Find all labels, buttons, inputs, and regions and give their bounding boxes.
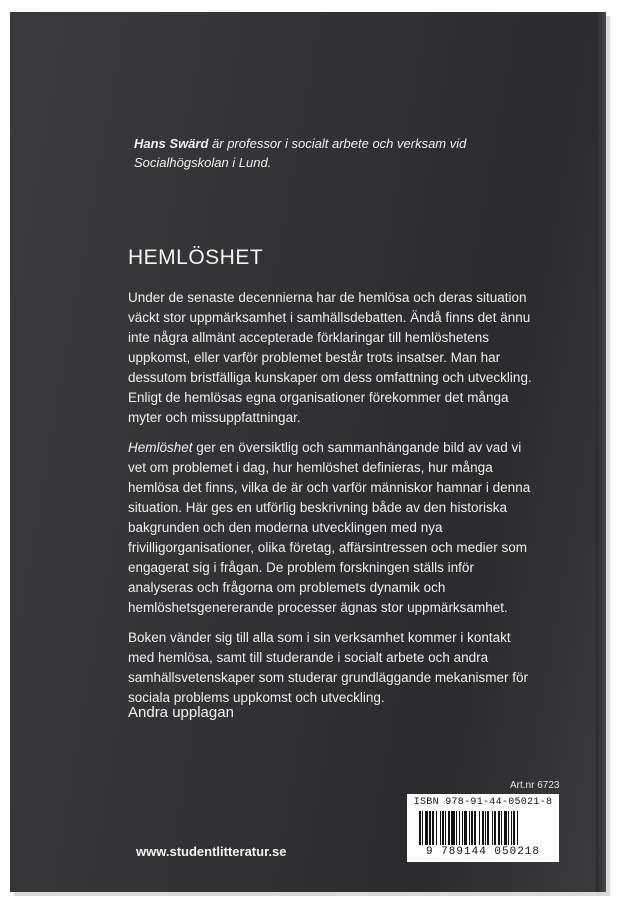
book-title: HEMLÖSHET	[128, 246, 264, 269]
barcode-bars	[419, 811, 551, 845]
author-note	[134, 134, 544, 172]
edition-label: Andra upplagan	[128, 704, 234, 721]
publisher-url[interactable]: www.studentlitteratur.se	[136, 844, 287, 859]
blurb	[128, 288, 538, 718]
ean-digits: 9 789144 050218	[425, 846, 541, 858]
blurb-paragraph-3: Boken vänder sig till alla som i sin verksamhet kommer i kontakt med hemlösa, samt till studerande i socialt arbete och andra samhällsvetenskaper som studerar grundläggande mekanismer för sociala problems uppkomst och utveckling.	[128, 630, 528, 705]
cover-edge	[596, 12, 606, 892]
title-emphasis: Hemlöshet	[128, 440, 193, 455]
isbn-text: ISBN 978-91-44-05021-8	[413, 797, 553, 808]
book-back-cover	[10, 12, 606, 892]
blurb-paragraph-2-text: ger en översiktlig och sammanhängande bild av vad vi vet om problemet i dag, hur hemlöshet definieras, hur många hemlösa det finns, vilka de är och varför människor hamnar i denna situation. Här ges en utförlig beskrivning både av den historiska bakgrunden och den moderna utvecklingen med nya frivilligorganisationer, olika företag, affärsintressen och medier som engagerat sig i frågan. De problem forskningen ställs inför analyseras och frågorna om problemets dynamik och hemlöshetsgenererande processer ägnas stor uppmärksamhet.	[128, 440, 531, 615]
blurb-paragraph-1: Under de senaste decennierna har de hemlösa och deras situation väckt stor uppmärksamhet i samhällsdebatten. Ändå finns det ännu inte några allmänt accepterade förklaringar till hemlöshetens uppkomst, eller varför problemet består trots insatser. Man har dessutom bristfälliga kunskaper om dess omfattning och utveckling. Enligt de hemlösas egna organisationer förekommer det många myter och missuppfattningar.	[128, 290, 532, 425]
author-name: Hans Swärd	[134, 136, 209, 151]
author-description: är professor i socialt arbete och verksam vid Socialhögskolan i Lund.	[134, 136, 467, 170]
article-number: Art.nr 6723	[510, 780, 560, 791]
barcode	[407, 794, 559, 862]
blurb-paragraph-2	[128, 438, 538, 618]
barcode-gap	[518, 811, 521, 845]
